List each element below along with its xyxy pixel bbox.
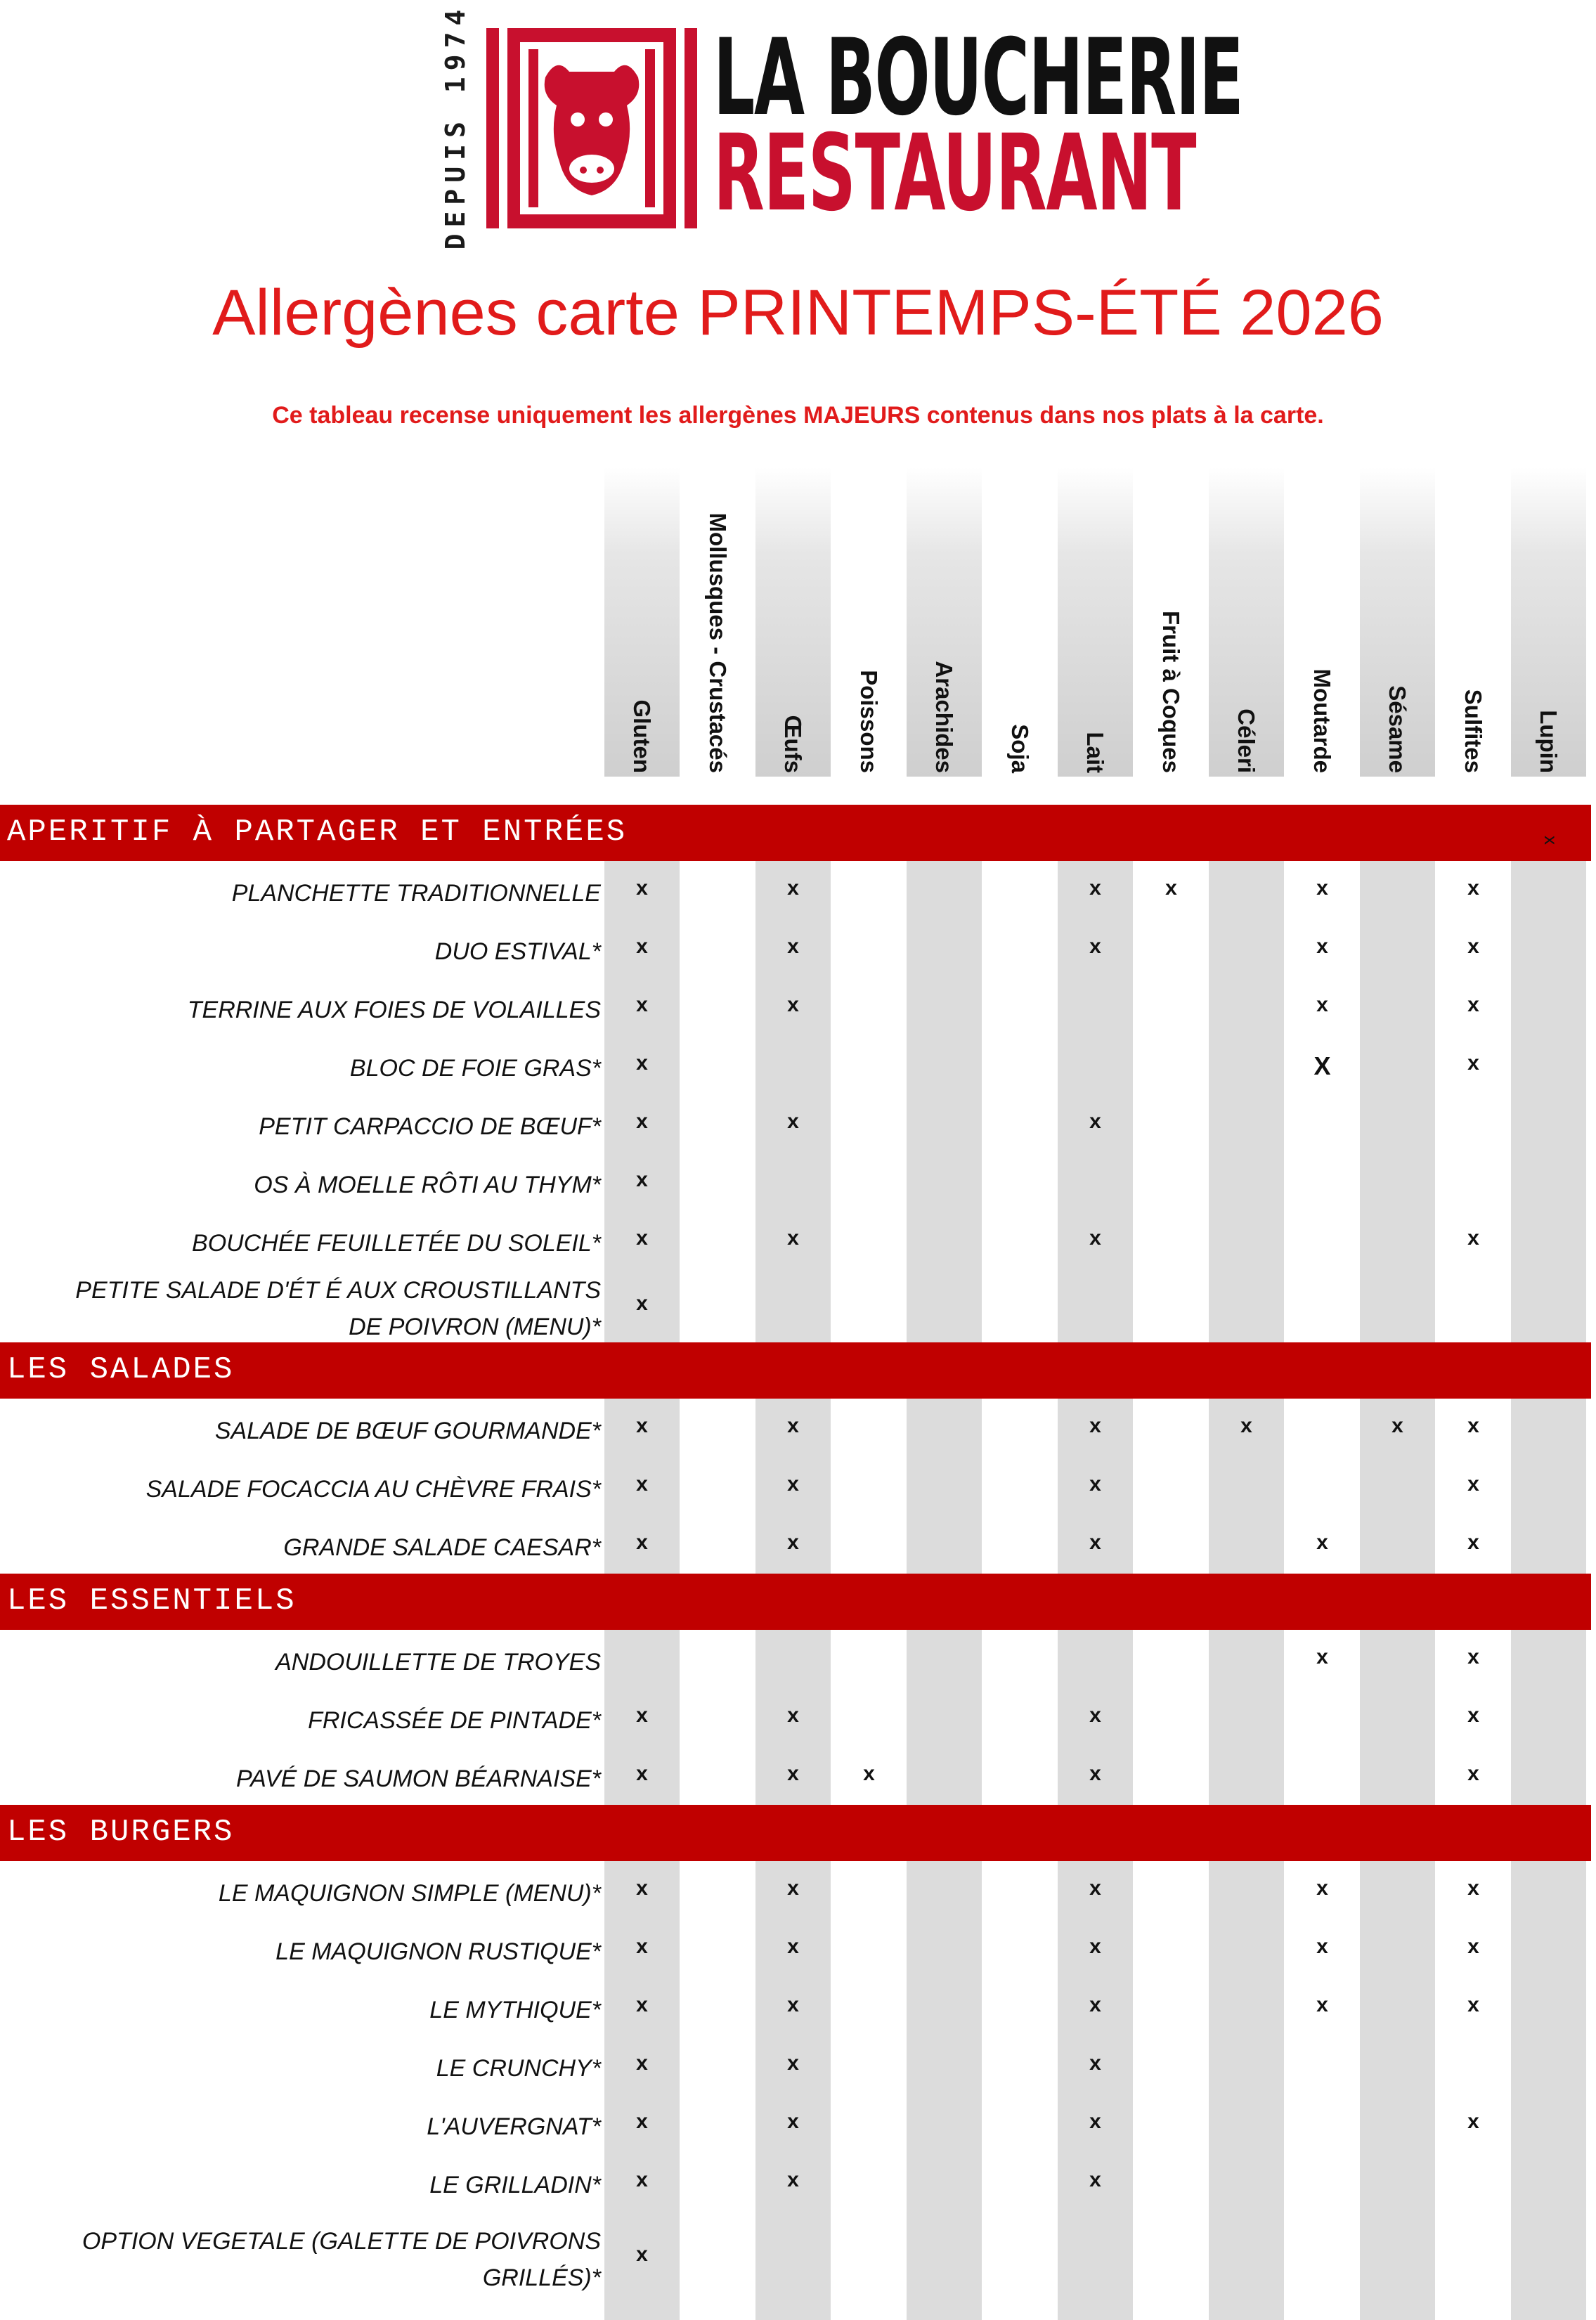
allergen-mark: x (787, 992, 799, 1016)
dish-name: LE GRILLADIN* (429, 2171, 601, 2198)
allergen-header-label: Sulfites (1460, 689, 1486, 773)
dish-name: TERRINE AUX FOIES DE VOLAILLES (187, 996, 601, 1023)
allergen-mark: x (636, 1992, 648, 2016)
allergen-header (680, 506, 755, 773)
allergen-column-bg (1511, 805, 1586, 2320)
allergen-mark: x (1467, 992, 1479, 1016)
allergen-mark: x (787, 1703, 799, 1727)
allergen-mark: x (787, 1761, 799, 1785)
allergen-header (1209, 506, 1284, 773)
dish-name: L'AUVERGNAT* (427, 2113, 601, 2140)
allergen-mark: x (1316, 1992, 1328, 2016)
dish-name: LE CRUNCHY* (436, 2054, 601, 2082)
allergen-mark: x (1316, 876, 1328, 900)
allergen-mark: x (787, 934, 799, 958)
allergen-mark: x (1089, 1530, 1101, 1554)
allergen-header (1285, 506, 1360, 773)
allergen-header (1360, 506, 1435, 773)
dish-name: SALADE FOCACCIA AU CHÈVRE FRAIS* (145, 1475, 601, 1503)
allergen-header-label: Arachides (931, 661, 957, 773)
allergen-mark: x (1089, 1992, 1101, 2016)
page-title: Allergènes carte PRINTEMPS-ÉTÉ 2026 (212, 277, 1384, 349)
logo-since: DEPUIS 1974 (440, 3, 471, 250)
allergen-header-label: Soja (1007, 724, 1033, 773)
allergen-mark: x (1467, 2109, 1479, 2133)
section-title: LES BURGERS (7, 1815, 235, 1850)
dish-name: ANDOUILLETTE DE TROYES (275, 1648, 601, 1676)
allergen-header-label: Lait (1082, 732, 1108, 773)
allergen-mark: x (1391, 1413, 1403, 1437)
allergen-mark: x (1089, 876, 1101, 900)
bull-head-icon (486, 28, 697, 228)
allergen-mark: x (1467, 1992, 1479, 2016)
allergen-mark: x (787, 1876, 799, 1900)
allergen-mark: x (1467, 1703, 1479, 1727)
allergen-mark: x (1467, 1645, 1479, 1668)
allergen-header (907, 506, 982, 773)
allergen-mark: x (636, 1413, 648, 1437)
allergen-mark: x (636, 1167, 648, 1191)
allergen-mark: x (787, 2109, 799, 2133)
allergen-mark: x (1316, 1645, 1328, 1668)
allergen-mark: x (1089, 2109, 1101, 2133)
allergen-mark: x (636, 1292, 648, 1315)
allergen-mark: x (1089, 1761, 1101, 1785)
allergen-mark: x (1467, 1226, 1479, 1250)
allergen-mark: x (636, 1226, 648, 1250)
allergen-mark: x (787, 1472, 799, 1496)
allergen-mark: x (1089, 1472, 1101, 1496)
allergen-mark: x (1089, 1703, 1101, 1727)
allergen-header-label: Lupin (1536, 710, 1562, 773)
dish-name: BOUCHÉE FEUILLETÉE DU SOLEIL* (192, 1229, 601, 1257)
allergen-mark: x (1467, 1051, 1479, 1075)
stray-mark: x (1540, 836, 1562, 845)
dish-name: LE MAQUIGNON SIMPLE (MENU)* (218, 1879, 601, 1907)
dish-name: DUO ESTIVAL* (434, 938, 601, 965)
dish-name: OS À MOELLE RÔTI AU THYM* (254, 1171, 601, 1198)
allergen-mark: x (636, 876, 648, 900)
logo-line2: RESTAURANT (713, 112, 1196, 235)
allergen-mark: x (636, 2109, 648, 2133)
allergen-mark: x (636, 934, 648, 958)
allergen-mark: x (1467, 1413, 1479, 1437)
allergen-header-label: Sésame (1384, 685, 1410, 773)
allergen-mark: x (1089, 2167, 1101, 2191)
allergen-column-bg (907, 805, 982, 2320)
allergen-header-label: Gluten (629, 699, 655, 773)
dish-name: LE MAQUIGNON RUSTIQUE* (275, 1938, 601, 1965)
section-header (0, 1805, 1591, 1861)
section-title: APERITIF À PARTAGER ET ENTRÉES (7, 815, 628, 850)
allergen-mark: x (1316, 1876, 1328, 1900)
allergen-mark: x (636, 1703, 648, 1727)
dish-name: PETITE SALADE D'ÉT É AUX CROUSTILLANTS DE POIVRON (MENU)* (75, 1277, 601, 1340)
allergen-mark: x (636, 1530, 648, 1554)
logo (436, 3, 1243, 250)
allergen-mark: x (787, 2167, 799, 2191)
section-title: LES ESSENTIELS (7, 1583, 297, 1619)
allergen-mark: x (1089, 934, 1101, 958)
allergen-header-label: Moutarde (1309, 668, 1335, 773)
dish-name: SALADE DE BŒUF GOURMANDE* (214, 1417, 601, 1444)
allergen-header (1134, 506, 1209, 773)
allergen-mark: x (1089, 1413, 1101, 1437)
allergen-mark: x (1316, 992, 1328, 1016)
dish-name: BLOC DE FOIE GRAS* (349, 1054, 601, 1082)
allergen-column-bg (1209, 805, 1284, 2320)
allergen-mark: x (787, 1413, 799, 1437)
allergen-column-bg (1058, 805, 1133, 2320)
allergen-mark: x (1089, 1226, 1101, 1250)
allergen-column-bg (755, 805, 831, 2320)
allergen-mark: x (787, 1530, 799, 1554)
allergen-mark: x (1467, 1530, 1479, 1554)
allergen-mark: x (1316, 1934, 1328, 1958)
dish-name: OPTION VEGETALE (GALETTE DE POIVRONS GRILLÉS)* (82, 2228, 601, 2291)
dish-name: PAVÉ DE SAUMON BÉARNAISE* (236, 1765, 601, 1792)
allergen-mark: x (636, 1472, 648, 1496)
allergen-header-label: Poissons (856, 670, 882, 773)
allergen-mark: x (1240, 1413, 1252, 1437)
allergen-header (831, 506, 907, 773)
allergen-header (1058, 506, 1133, 773)
allergen-mark: x (787, 876, 799, 900)
allergen-mark: x (636, 1051, 648, 1075)
allergen-mark: x (636, 2243, 648, 2266)
allergen-header (982, 506, 1058, 773)
section-header (0, 1342, 1591, 1399)
allergen-mark: x (787, 2051, 799, 2075)
section-header (0, 805, 1591, 861)
allergen-mark: x (1316, 1530, 1328, 1554)
dish-name: GRANDE SALADE CAESAR* (283, 1534, 601, 1561)
allergen-mark: x (1089, 1109, 1101, 1133)
logo-line1: LA BOUCHERIE (713, 17, 1243, 139)
allergen-mark: X (1313, 1051, 1331, 1080)
allergen-mark: x (636, 2167, 648, 2191)
allergen-mark: x (787, 1992, 799, 2016)
allergen-header-label: Céleri (1233, 708, 1259, 773)
allergen-mark: x (636, 1109, 648, 1133)
allergen-mark: x (863, 1761, 875, 1785)
allergen-mark: x (1467, 934, 1479, 958)
page-subtitle: Ce tableau recense uniquement les allergènes MAJEURS contenus dans nos plats à la carte. (272, 402, 1324, 429)
allergen-mark: x (636, 2051, 648, 2075)
allergen-mark: x (1467, 1876, 1479, 1900)
allergen-mark: x (1316, 934, 1328, 958)
allergen-mark: x (1467, 1934, 1479, 1958)
section-header (0, 1574, 1591, 1630)
allergen-mark: x (1089, 2051, 1101, 2075)
allergen-mark: x (1467, 1472, 1479, 1496)
allergen-header (604, 506, 680, 773)
allergen-header (755, 506, 831, 773)
allergen-column-bg (1360, 805, 1435, 2320)
allergen-mark: x (1089, 1934, 1101, 1958)
allergen-mark: x (1165, 876, 1177, 900)
allergen-mark: x (1467, 876, 1479, 900)
allergen-header (1436, 506, 1511, 773)
allergen-header-label: Fruit à Coques (1158, 610, 1184, 773)
allergen-mark: x (636, 992, 648, 1016)
allergen-mark: x (787, 1934, 799, 1958)
allergen-mark: x (1467, 1761, 1479, 1785)
allergen-mark: x (787, 1226, 799, 1250)
allergen-mark: x (1089, 1876, 1101, 1900)
dish-name: PLANCHETTE TRADITIONNELLE (231, 879, 601, 907)
dish-name: LE MYTHIQUE* (429, 1996, 601, 2023)
allergen-mark: x (636, 1761, 648, 1785)
allergen-column-bg (604, 805, 680, 2320)
dish-name: PETIT CARPACCIO DE BŒUF* (259, 1113, 601, 1140)
allergen-header-label: Mollusques - Crustacés (705, 512, 731, 773)
allergen-mark: x (636, 1934, 648, 1958)
allergen-header (1511, 506, 1586, 773)
dish-name: FRICASSÉE DE PINTADE* (308, 1706, 601, 1734)
allergen-mark: x (636, 1876, 648, 1900)
allergen-header-label: Œufs (780, 715, 806, 773)
section-title: LES SALADES (7, 1352, 235, 1387)
allergen-mark: x (787, 1109, 799, 1133)
